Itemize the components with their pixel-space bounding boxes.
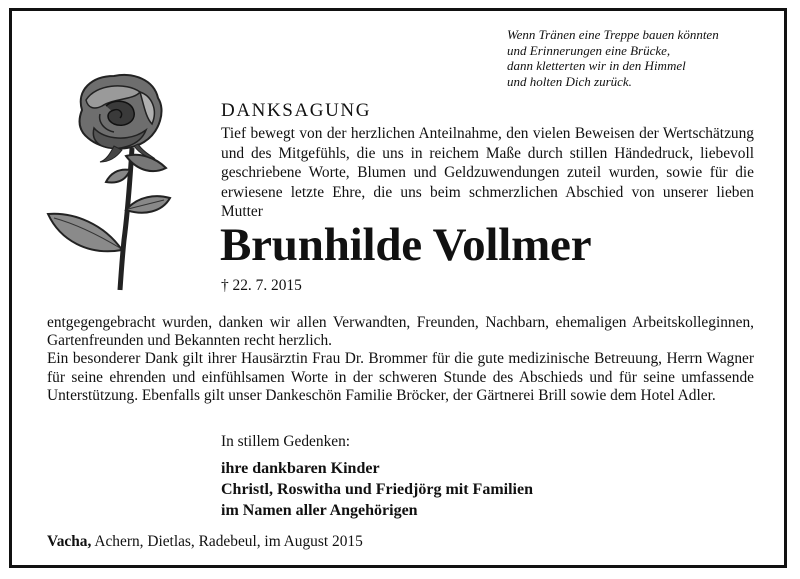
deceased-name: Brunhilde Vollmer: [220, 219, 592, 271]
thanks-paragraph: entgegengebracht wurden, danken wir allen Verwandten, Freunden, Nachbarn, ehemaligen Arbeitskolleginnen, Gartenfreunden und Bekannten recht herzlich.: [47, 314, 754, 350]
rose-icon: [44, 70, 194, 292]
death-date: † 22. 7. 2015: [221, 277, 302, 294]
signer-line: ihre dankbaren Kinder: [221, 460, 380, 477]
signer-line: im Namen aller Angehörigen: [221, 502, 418, 519]
intro-text: Tief bewegt von der herzlichen Anteilnahme, den vielen Beweisen der Wertschätzung und des Mitgefühls, die uns in reichem Maße durch stillen Händedruck, liebevoll geschriebene Worte, Blumen und Geldzuwendungen zuteil wurden, sowie für die erwiesene letzte Ehre, die uns beim schmerzlichen Abschied von unserer lieben Mutter: [221, 125, 754, 221]
poem-line: und Erinnerungen eine Brücke,: [507, 42, 671, 58]
place-main: Vacha,: [47, 533, 92, 550]
memory-line: In stillem Gedenken:: [221, 433, 351, 450]
thanks-paragraph: Ein besonderer Dank gilt ihrer Hausärztin Frau Dr. Brommer für die gute medizinische Betreuung, Herrn Wagner für seine ehrenden und einfühlsamen Worte in der schweren Stunde des Abschieds und für seine umfassende Unterstützung. Ebenfalls gilt unser Dankeschön Familie Bröcker, der Gärtnerei Brill sowie dem Hotel Adler.: [47, 350, 754, 404]
poem-line: und holten Dich zurück.: [507, 73, 632, 89]
thanks-body: [47, 314, 754, 405]
place-date-line: [47, 533, 363, 551]
notice-heading: DANKSAGUNG: [221, 100, 372, 121]
poem: [507, 27, 777, 89]
signers: [221, 458, 533, 521]
poem-line: Wenn Tränen eine Treppe bauen könnten: [507, 27, 719, 42]
signer-line: Christl, Roswitha und Friedjörg mit Familien: [221, 481, 533, 498]
poem-line: dann kletterten wir in den Himmel: [507, 58, 686, 73]
places-rest: Achern, Dietlas, Radebeul, im August 2015: [91, 533, 363, 550]
